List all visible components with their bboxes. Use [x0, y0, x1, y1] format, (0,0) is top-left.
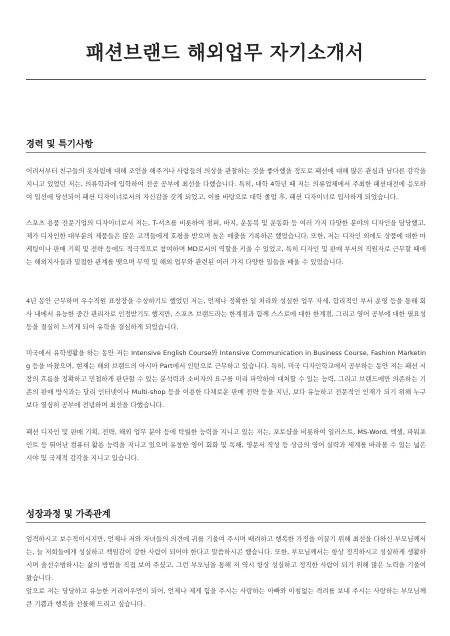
section-divider — [26, 152, 426, 153]
title-divider — [26, 79, 426, 80]
paragraph: 엄격하시고 보수적이시지만, 언제나 저와 자녀들의 의견에 귀를 기울여 주시며 배려하고 행복한 가정을 이끌기 위해 최선을 다하신 부모님께서는, 늘 저희들에게 성실하고 책임감이 강한 사람이 되어야 한다고 말씀하시곤 했습니다. 또한, 부모님께서는 항상 정직하시고 성실하게 생활하시며 솔선수범하시는 삶의 방법을 직접 보여 주셨고, 그런 부모님을 통해 저 역시 항상 성실하고 정직한 사람이 되기 위해 많은 노력을 기울여 왔습니다. — [26, 535, 426, 582]
section-heading-career: 경력 및 특기사항 — [26, 140, 94, 150]
paragraph: 어려서부터 친구들의 옷차림에 대해 조언을 해주거나 사람들의 의상을 관찰하는 것을 좋아했을 정도로 패션에 대해 많은 관심과 남다른 감각을 지니고 있었던 저는, 의류학과에 입학하여 전공 공부에 최선을 다했습니다. 특히, 대학 4학년 때 저는 의류업체에서 주최한 패션대전에 응모하여 입선에 당선되어 패션 디자이너로서의 자신감을 갖게 되었고, 이를 바탕으로 대학 졸업 후, 패션 디자이너로 입사하게 되었습니다. — [26, 167, 426, 201]
section-divider — [26, 522, 426, 523]
paragraph: 앞으로 저는 당당하고 유능한 커리어우먼이 되어, 언제나 제게 힘을 주시는 사랑하는 아빠와 아침없는 격려를 보내 주시는 사랑하는 부모님께 큰 기쁨과 행복을 선물해 드리고 싶습니다. — [26, 587, 426, 608]
paragraph: 미국에서 유학생활을 하는 동안 저는 Intensive English Course와 Intensive Communication in Business Course, Fashion Marketing 등을 마쳤으며, 현재는 해외 브랜드의 아시아 Part에서 인턴으로 근무하고 있습니다. 특히, 미국 디자인학교에서 공부하는 동안 저는 패션 시장의 흐름을 정확하고 민첩하게 판단할 수 있는 분석력과 소비자의 요구를 미리 파악하여 대처할 수 있는 능력, 그리고 브랜드에만 의존하는 기존의 판매 방식과는 달리 인터넷이나 Multi-shop 등을 이용한 다채로운 판매 전략 등을 지닌, 보다 유능하고 전문적인 인재가 되기 위해 누구보다 열심히 공부에 전념하며 최선을 다했습니다. — [26, 349, 426, 409]
paragraph: 4년 동안 근무하며 우수직원 표창장을 수상하기도 했었던 저는, 언제나 정확한 일 처리와 성실한 업무 자세, 합리적인 부서 운영 등을 통해 회사 내에서 유능한 중간 관리자로 인정받기도 했지만, 스포츠 브랜드라는 한계점과 함께 스스로에 대한 한계점, 그리고 영어 공부에 대한 필요성 등을 절실히 느끼게 되어 유학을 결심하게 되었습니다. — [26, 297, 426, 331]
section-heading-family: 성장과정 및 가족관계 — [26, 510, 111, 520]
document-title: 패션브랜드 해외업무 자기소개서 — [85, 42, 365, 64]
paragraph: 패션 디자인 및 판매 기획, 전략, 해외 업무 분야 등에 탁월한 능력을 지니고 있는 저는, 포토샵을 비롯하여 일러스트, MS-Word, 엑셀, 파워포인트 등 뛰어난 컴퓨터 활용 능력을 지니고 있으며 유창한 영어 회화 및 독해, 영문서 작성 등 상급의 영어 실력과 세계를 바라볼 수 있는 넓은 시야 및 국제적 감각을 지니고 있습니다. — [26, 428, 426, 462]
paragraph: 스포츠 용품 전문기업의 디자이너로서 저는, T-셔츠를 비롯하여 점퍼, 바지, 운동복 및 운동화 등 여러 가지 다양한 분야의 디자인을 담당했고, 제가 디자인한 대부분의 제품들은 많은 고객들에게 호평을 받으며 높은 매출을 기록하곤 했었습니다. 또한, 저는 디자인 외에도 상품에 대한 마케팅이나 판매 기획 및 전략 등에도 적극적으로 참여하며 MD로서의 역할을 키울 수 있었고, 특히 디자인 및 판매 부서의 직원자로 근무할 때에는 해외지사들과 밀접한 관계를 맺으며 무역 및 해외 업무와 관련된 여러 가지 다양한 일들을 배울 수 있었습니다. — [26, 219, 426, 266]
